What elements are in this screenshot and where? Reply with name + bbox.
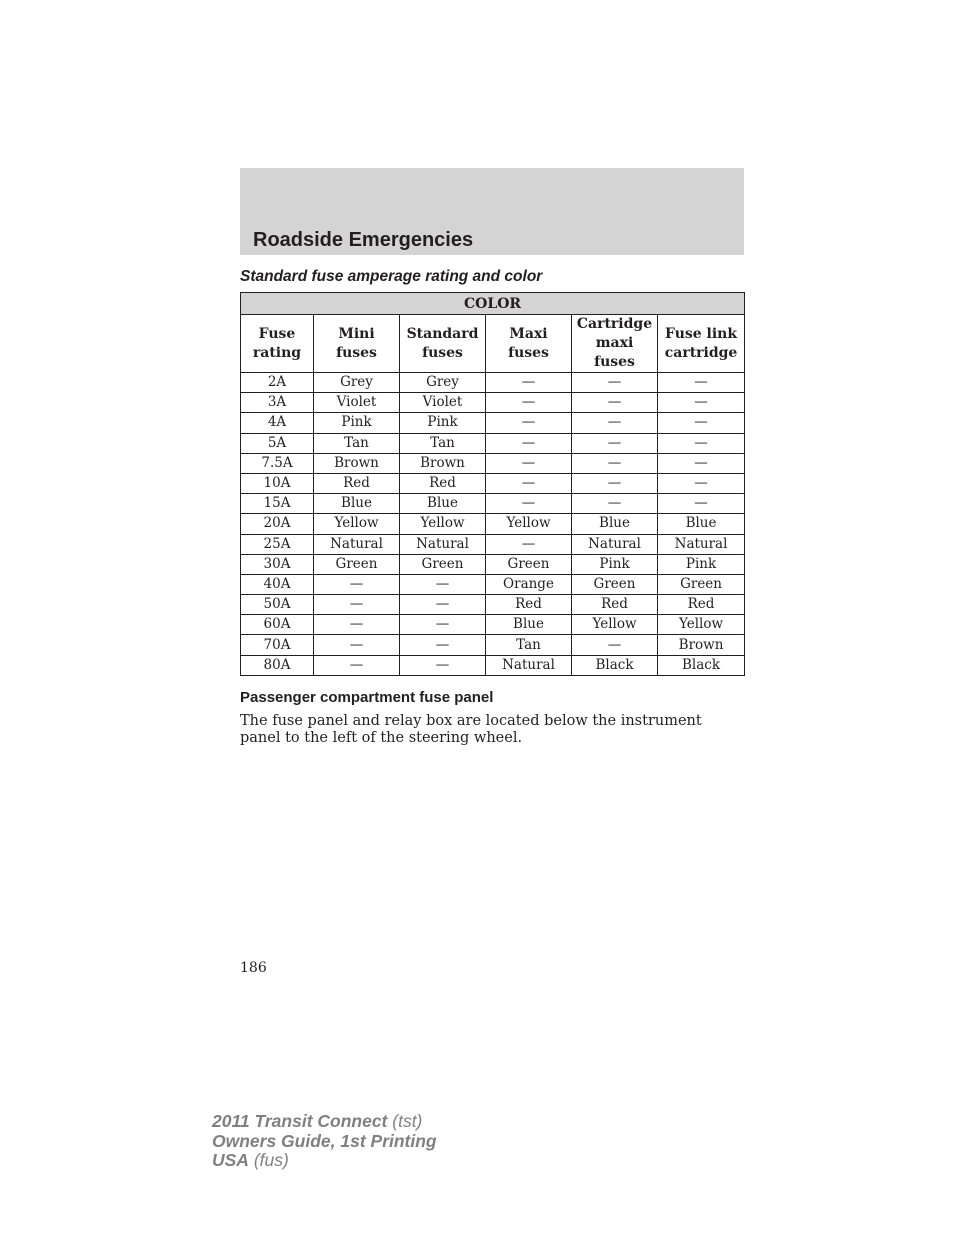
table-row [241,494,745,514]
fuse-rating-cell: 7.5A [241,453,314,473]
table-row [241,534,745,554]
color-cell: — [572,373,658,393]
table-row [241,574,745,594]
color-cell: Grey [400,373,486,393]
color-cell: Green [572,574,658,594]
color-cell: — [314,615,400,635]
footer-model: 2011 Transit Connect [212,1111,388,1131]
page-number: 186 [240,960,267,976]
color-cell: Tan [486,635,572,655]
color-cell: — [486,373,572,393]
color-cell: — [486,473,572,493]
color-cell: — [572,433,658,453]
column-header-line: Maxi [509,325,548,342]
color-cell: — [572,473,658,493]
color-cell: Tan [314,433,400,453]
column-header-line: rating [252,344,302,361]
fuse-rating-cell: 5A [241,433,314,453]
color-cell: — [572,413,658,433]
color-cell: Yellow [658,615,745,635]
color-cell: Green [314,554,400,574]
color-cell: Tan [400,433,486,453]
color-cell: Yellow [486,514,572,534]
column-header [658,315,745,373]
column-header [241,315,314,373]
table-row [241,655,745,675]
fuse-color-table [240,292,745,676]
footer-market: USA [212,1150,249,1170]
color-cell: — [486,393,572,413]
column-header-line: fuses [594,354,635,370]
color-cell: Pink [572,554,658,574]
column-header-line: fuses [508,344,549,361]
color-cell: — [314,595,400,615]
color-cell: — [314,635,400,655]
color-cell: Blue [572,514,658,534]
color-cell: — [658,473,745,493]
color-cell: Brown [658,635,745,655]
column-header [314,315,400,373]
column-header-line: Fuse link [665,325,738,342]
table-row [241,433,745,453]
color-cell: Blue [314,494,400,514]
passenger-panel-text: The fuse panel and relay box are located below the instrument panel to the left of the steering wheel. [240,713,702,746]
color-cell: — [314,655,400,675]
fuse-rating-cell: 3A [241,393,314,413]
color-cell: — [658,393,745,413]
color-cell: Blue [400,494,486,514]
color-cell: — [658,433,745,453]
color-cell: Blue [486,615,572,635]
table-row [241,413,745,433]
fuse-rating-cell: 20A [241,514,314,534]
color-cell: — [658,373,745,393]
fuse-rating-cell: 60A [241,615,314,635]
column-header-line: Cartridge [576,316,653,332]
column-header-line: maxi [595,335,634,351]
fuse-rating-cell: 15A [241,494,314,514]
fuse-rating-cell: 50A [241,595,314,615]
color-cell: Brown [314,453,400,473]
table-row [241,373,745,393]
color-cell: — [658,494,745,514]
color-cell: Red [486,595,572,615]
table-row [241,453,745,473]
color-cell: Yellow [400,514,486,534]
table-row [241,595,745,615]
color-cell: Natural [400,534,486,554]
footer-line-2 [212,1132,437,1152]
fuse-rating-cell: 70A [241,635,314,655]
column-header-line: Fuse [258,325,296,342]
table-row [241,514,745,534]
color-cell: — [486,453,572,473]
section-header-band [240,168,744,255]
color-cell: Black [572,655,658,675]
table-title: Standard fuse amperage rating and color [240,268,543,285]
color-cell: — [572,494,658,514]
column-header [400,315,486,373]
color-cell: — [658,453,745,473]
color-cell: Yellow [314,514,400,534]
footer-market-code: (fus) [248,1150,289,1170]
color-cell: Yellow [572,615,658,635]
footer-line-3 [212,1151,437,1171]
color-cell: Pink [658,554,745,574]
footer [212,1112,437,1171]
color-cell: Black [658,655,745,675]
color-cell: Red [314,473,400,493]
footer-line-1 [212,1112,437,1132]
color-cell: Red [658,595,745,615]
column-header-line: fuses [336,344,377,361]
footer-model-code: (tst) [387,1111,423,1131]
color-cell: — [400,615,486,635]
color-cell: — [658,413,745,433]
color-cell: Brown [400,453,486,473]
table-row [241,554,745,574]
fuse-rating-cell: 40A [241,574,314,594]
color-cell: — [572,635,658,655]
color-cell: Red [572,595,658,615]
color-cell: — [486,433,572,453]
color-cell: Red [400,473,486,493]
color-cell: Violet [400,393,486,413]
color-cell: — [400,655,486,675]
color-cell: — [314,574,400,594]
color-cell: Grey [314,373,400,393]
color-cell: — [486,413,572,433]
color-cell: Natural [658,534,745,554]
passenger-panel-heading: Passenger compartment fuse panel [240,689,494,706]
color-cell: Natural [572,534,658,554]
column-header-line: cartridge [664,344,738,361]
color-cell: Pink [400,413,486,433]
color-cell: Green [658,574,745,594]
table-row [241,635,745,655]
fuse-rating-cell: 10A [241,473,314,493]
table-row [241,615,745,635]
color-cell: — [400,635,486,655]
column-header-line: Standard [406,325,479,342]
color-cell: Natural [486,655,572,675]
column-header-line: fuses [422,344,463,361]
fuse-rating-cell: 80A [241,655,314,675]
color-cell: Natural [314,534,400,554]
fuse-rating-cell: 30A [241,554,314,574]
color-cell: — [486,494,572,514]
fuse-rating-cell: 4A [241,413,314,433]
fuse-rating-cell: 2A [241,373,314,393]
table-row [241,393,745,413]
color-cell: — [400,595,486,615]
footer-edition: Owners Guide, 1st Printing [212,1130,437,1151]
section-title: Roadside Emergencies [253,229,474,251]
fuse-rating-cell: 25A [241,534,314,554]
column-header-line: Mini [338,325,375,342]
color-cell: — [572,453,658,473]
color-cell: Blue [658,514,745,534]
color-cell: — [572,393,658,413]
color-cell: Green [400,554,486,574]
column-header [486,315,572,373]
color-group-header: COLOR [241,293,745,315]
color-cell: — [400,574,486,594]
table-row [241,473,745,493]
color-cell: Orange [486,574,572,594]
color-cell: — [486,534,572,554]
color-cell: Green [486,554,572,574]
color-cell: Pink [314,413,400,433]
color-cell: Violet [314,393,400,413]
column-header [572,315,658,373]
